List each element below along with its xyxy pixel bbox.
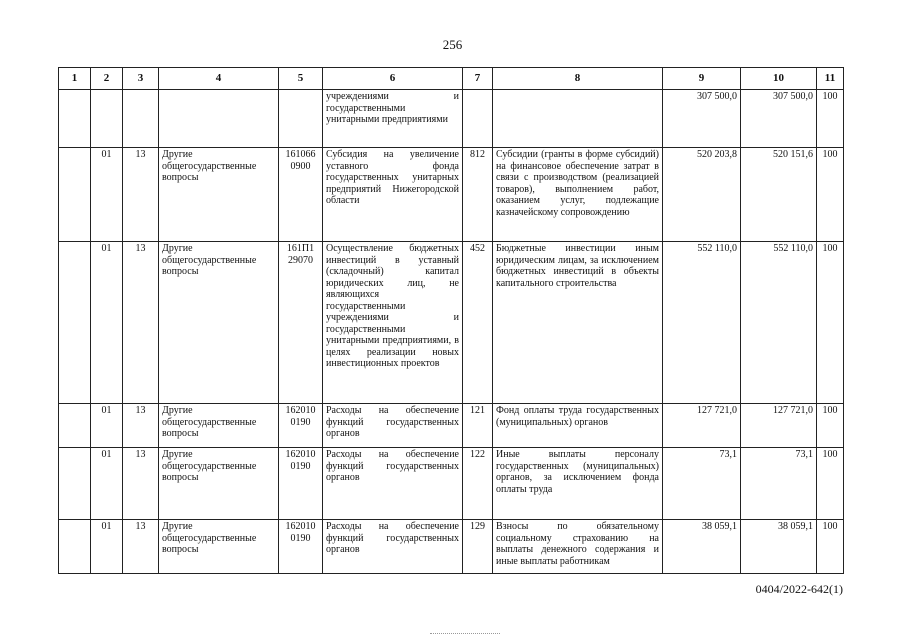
cell-subsection xyxy=(123,90,159,148)
header-col-8: 8 xyxy=(493,68,663,90)
cell-row-number xyxy=(59,90,91,148)
table-row xyxy=(59,520,844,574)
cell-expense-type xyxy=(463,90,493,148)
cell-executed: 127 721,0 xyxy=(741,404,817,448)
cell-expense-type-name: Фонд оплаты труда государственных (муниципальных) органов xyxy=(493,404,663,448)
cell-row-number xyxy=(59,448,91,520)
cell-row-number xyxy=(59,242,91,404)
cell-section-name: Другие общегосударственные вопросы xyxy=(159,242,279,404)
cell-target-article-name: Расходы на обеспечение функций государственных органов xyxy=(323,404,463,448)
cell-target-article: 162010 0190 xyxy=(279,404,323,448)
cell-percent: 100 xyxy=(817,404,844,448)
cell-subsection: 13 xyxy=(123,448,159,520)
cell-subsection: 13 xyxy=(123,242,159,404)
table-row xyxy=(59,148,844,242)
header-row xyxy=(59,68,844,90)
cell-section-name: Другие общегосударственные вопросы xyxy=(159,404,279,448)
cell-expense-type-name xyxy=(493,90,663,148)
cell-percent: 100 xyxy=(817,90,844,148)
header-col-7: 7 xyxy=(463,68,493,90)
cell-row-number xyxy=(59,404,91,448)
table-row xyxy=(59,90,844,148)
cell-expense-type: 121 xyxy=(463,404,493,448)
cell-percent: 100 xyxy=(817,520,844,574)
cell-planned: 73,1 xyxy=(663,448,741,520)
cell-target-article-name: Осуществление бюджетных инвестиций в уставный (складочный) капитал юридических лиц, не являющихся государственными учреждениями и государственными унитарными предприятиями, в целях реализации новых инвестиционных проектов xyxy=(323,242,463,404)
cell-expense-type-name: Взносы по обязательному социальному страхованию на выплаты денежного содержания и иные выплаты работникам xyxy=(493,520,663,574)
cell-percent: 100 xyxy=(817,148,844,242)
header-col-4: 4 xyxy=(159,68,279,90)
scan-artifact xyxy=(430,633,500,635)
cell-executed: 38 059,1 xyxy=(741,520,817,574)
header-col-11: 11 xyxy=(817,68,844,90)
cell-target-article-name: Расходы на обеспечение функций государственных органов xyxy=(323,520,463,574)
cell-section: 01 xyxy=(91,404,123,448)
cell-row-number xyxy=(59,148,91,242)
cell-planned: 520 203,8 xyxy=(663,148,741,242)
table-row xyxy=(59,404,844,448)
cell-target-article: 161П1 29070 xyxy=(279,242,323,404)
cell-expense-type: 452 xyxy=(463,242,493,404)
cell-planned: 552 110,0 xyxy=(663,242,741,404)
cell-subsection: 13 xyxy=(123,520,159,574)
cell-subsection: 13 xyxy=(123,404,159,448)
cell-executed: 520 151,6 xyxy=(741,148,817,242)
header-col-2: 2 xyxy=(91,68,123,90)
cell-section xyxy=(91,90,123,148)
header-col-1: 1 xyxy=(59,68,91,90)
cell-planned: 127 721,0 xyxy=(663,404,741,448)
cell-section: 01 xyxy=(91,448,123,520)
cell-section: 01 xyxy=(91,242,123,404)
budget-table xyxy=(58,67,844,574)
cell-section-name: Другие общегосударственные вопросы xyxy=(159,448,279,520)
cell-target-article xyxy=(279,90,323,148)
cell-percent: 100 xyxy=(817,448,844,520)
cell-target-article-name: Расходы на обеспечение функций государственных органов xyxy=(323,448,463,520)
cell-percent: 100 xyxy=(817,242,844,404)
cell-expense-type-name: Иные выплаты персоналу государственных (муниципальных) органов, за исключением фонда оплаты труда xyxy=(493,448,663,520)
cell-expense-type-name: Бюджетные инвестиции иным юридическим лицам, за исключением бюджетных инвестиций в объекты капитального строительства xyxy=(493,242,663,404)
header-col-10: 10 xyxy=(741,68,817,90)
header-col-5: 5 xyxy=(279,68,323,90)
header-col-6: 6 xyxy=(323,68,463,90)
cell-target-article-name: Субсидия на увеличение уставного фонда государственных унитарных предприятий Нижегородской области xyxy=(323,148,463,242)
page-number: 256 xyxy=(442,37,463,52)
document-code: 0404/2022-642(1) xyxy=(755,582,843,596)
cell-subsection: 13 xyxy=(123,148,159,242)
cell-target-article: 161066 0900 xyxy=(279,148,323,242)
cell-planned: 38 059,1 xyxy=(663,520,741,574)
cell-row-number xyxy=(59,520,91,574)
cell-planned: 307 500,0 xyxy=(663,90,741,148)
cell-target-article: 162010 0190 xyxy=(279,520,323,574)
cell-executed: 307 500,0 xyxy=(741,90,817,148)
cell-target-article: 162010 0190 xyxy=(279,448,323,520)
cell-section-name xyxy=(159,90,279,148)
header-col-9: 9 xyxy=(663,68,741,90)
cell-expense-type: 122 xyxy=(463,448,493,520)
cell-executed: 73,1 xyxy=(741,448,817,520)
cell-section-name: Другие общегосударственные вопросы xyxy=(159,148,279,242)
header-col-3: 3 xyxy=(123,68,159,90)
cell-expense-type: 129 xyxy=(463,520,493,574)
cell-section-name: Другие общегосударственные вопросы xyxy=(159,520,279,574)
cell-executed: 552 110,0 xyxy=(741,242,817,404)
table-row xyxy=(59,242,844,404)
cell-section: 01 xyxy=(91,148,123,242)
cell-expense-type: 812 xyxy=(463,148,493,242)
cell-target-article-name: учреждениями и государственными унитарными предприятиями xyxy=(323,90,463,148)
table-row xyxy=(59,448,844,520)
cell-expense-type-name: Субсидии (гранты в форме субсидий) на финансовое обеспечение затрат в связи с производством (реализацией товаров), выполнением работ, оказанием услуг, подлежащие казначейскому сопровождению xyxy=(493,148,663,242)
cell-section: 01 xyxy=(91,520,123,574)
